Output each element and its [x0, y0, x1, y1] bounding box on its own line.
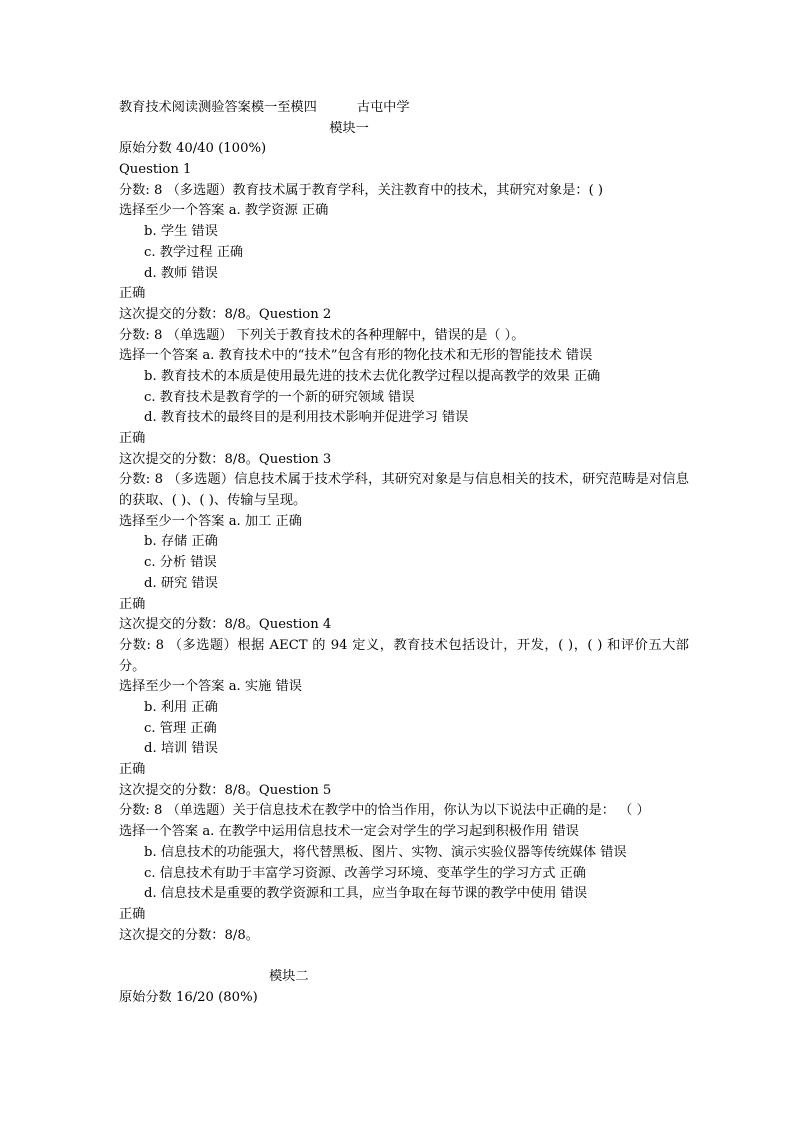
- section-spacer: [119, 946, 689, 967]
- answer-option: b. 教育技术的本质是使用最先进的技术去优化教学过程以提高教学的效果 正确: [144, 368, 601, 384]
- document-header: [119, 98, 689, 119]
- answer-option: d. 培训 错误: [144, 741, 218, 757]
- submitted-score: 这次提交的分数：8/8。Question 4: [119, 617, 332, 633]
- document-title: 教育技术阅读测验答案模一至模四: [119, 100, 317, 115]
- answer-option: 选择至少一个答案 a. 实施 错误: [119, 679, 302, 695]
- answer-option: d. 信息技术是重要的教学资源和工具，应当争取在每节课的教学中使用 错误: [144, 886, 588, 902]
- module2-title: 模块二: [269, 968, 309, 984]
- answer-option: c. 管理 正确: [144, 720, 217, 736]
- answer-option: c. 教学过程 正确: [144, 244, 244, 260]
- answer-option: c. 教育技术是教育学的一个新的研究领域 错误: [144, 389, 415, 405]
- submitted-score: 这次提交的分数：8/8。Question 2: [119, 306, 332, 322]
- question-result: 正确: [119, 431, 146, 446]
- question-result: 正确: [119, 596, 146, 612]
- question-stem: 分数: 8 （多选题）信息技术属于技术学科，其研究对象是与信息相关的技术，研究范畴是对信息的获取、( )、( )、传输与呈现。: [119, 472, 689, 509]
- submitted-score: 这次提交的分数：8/8。Question 3: [119, 451, 332, 467]
- module1-raw-score: 原始分数 40/40 (100%): [119, 141, 267, 157]
- question-result: 正确: [119, 286, 146, 302]
- answer-option: b. 信息技术的功能强大，将代替黑板、图片、实物、演示实验仪器等传统媒体 错误: [144, 844, 627, 860]
- question-result: 正确: [119, 906, 146, 922]
- submitted-score: 这次提交的分数：8/8。Question 5: [119, 782, 332, 798]
- answer-option: d. 教育技术的最终目的是利用技术影响并促进学习 错误: [144, 410, 469, 426]
- answer-option: 选择至少一个答案 a. 加工 正确: [119, 513, 302, 529]
- answer-option: b. 存储 正确: [144, 534, 218, 550]
- answer-option: 选择一个答案 a. 教育技术中的“技术”包含有形的物化技术和无形的智能技术 错误: [119, 348, 593, 364]
- question-result: 正确: [119, 762, 146, 778]
- module2-raw-score: 原始分数 16/20 (80%): [119, 989, 258, 1005]
- module1-title: 模块一: [329, 120, 369, 136]
- school-name: 古屯中学: [356, 100, 410, 115]
- answer-option: b. 学生 错误: [144, 224, 218, 240]
- question-stem: 分数: 8 （多选题）根据 AECT 的 94 定义，教育技术包括设计，开发，( )，( ) 和评价五大部分。: [119, 637, 689, 674]
- answer-option: d. 教师 错误: [144, 265, 218, 281]
- document-page: [119, 98, 689, 1008]
- question-stem: 分数: 8 （多选题）教育技术属于教育学科，关注教育中的技术，其研究对象是：( ): [119, 182, 604, 198]
- submitted-score: 这次提交的分数：8/8。: [119, 927, 259, 943]
- question-stem: 分数: 8 （单选题） 下列关于教育技术的各种理解中，错误的是（ ）。: [119, 327, 525, 343]
- answer-option: b. 利用 正确: [144, 700, 218, 715]
- answer-option: d. 研究 错误: [144, 575, 218, 591]
- answer-option: c. 信息技术有助于丰富学习资源、改善学习环境、变革学生的学习方式 正确: [144, 865, 586, 881]
- answer-option: 选择至少一个答案 a. 教学资源 正确: [119, 203, 329, 219]
- question-label: Question 1: [119, 162, 192, 178]
- answer-option: 选择一个答案 a. 在教学中运用信息技术一定会对学生的学习起到积极作用 错误: [119, 824, 579, 840]
- answer-option: c. 分析 错误: [144, 555, 217, 571]
- question-stem: 分数: 8 （单选题）关于信息技术在教学中的恰当作用，你认为以下说法中正确的是： （ ）: [119, 803, 650, 819]
